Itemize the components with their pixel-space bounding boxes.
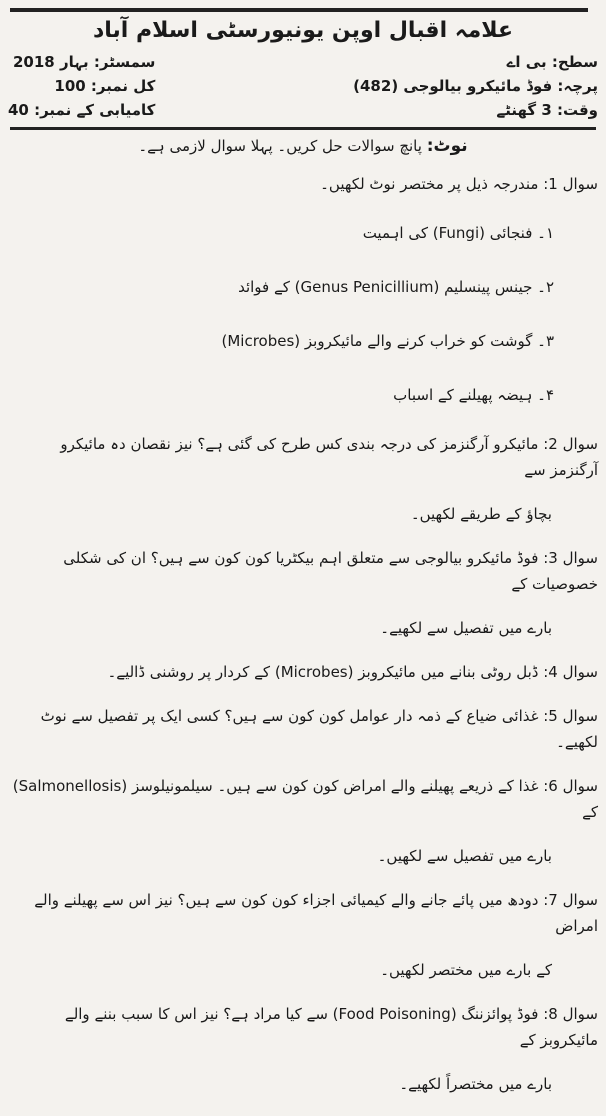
question-7-continued: کے بارے میں مختصر لکھیں۔ [380,961,552,979]
question-8: سوال 8: فوڈ پوائزننگ (Food Poisoning) سے کیا مراد ہے؟ نیز اس کا سبب بننے والے مائیکروبز کے [64,1005,598,1049]
question-3-continued: بارے میں تفصیل سے لکھیے۔ [380,619,552,637]
note-label: نوٹ: [426,136,468,156]
question-1-item-3: ۳۔ گوشت کو خراب کرنے والے مائیکروبز (Microbes) [221,332,554,350]
question-5: سوال 5: غذائی ضیاع کے ذمہ دار عوامل کون کون سے ہیں؟ کسی ایک پر تفصیل سے نوٹ لکھیے۔ [40,707,598,751]
header-left-column [8,53,155,119]
question-3: سوال 3: فوڈ مائیکرو بیالوجی سے متعلق اہم بیکٹریا کون کون سے ہیں؟ ان کی شکلی خصوصیات کے [63,549,598,593]
total-marks: کل نمبر: 100 [54,77,156,95]
header-info [8,53,598,119]
question-1-item-2: ۲۔ جینس پینسلیم (Genus Penicillium) کے فوائد [238,278,554,296]
time: وقت: 3 گھنٹے [496,101,598,119]
question-8-continued: بارے میں مختصراً لکھیے۔ [399,1075,552,1093]
question-6: سوال 6: غذا کے ذریعے پھیلنے والے امراض کون کون سے ہیں۔ سیلمونیلوسز (Salmonellosis) کے [12,777,598,821]
question-1-item-4: ۴۔ ہیضہ پھیلنے کے اسباب [393,386,554,404]
note [8,136,598,156]
paper: پرچہ: فوڈ مائیکرو بیالوجی (482) [353,77,598,95]
question-6-continued: بارے میں تفصیل سے لکھیں۔ [377,847,552,865]
level: سطح: بی اے [506,53,598,71]
note-text: پانچ سوالات حل کریں۔ پہلا سوال لازمی ہے۔ [138,137,422,155]
top-border [10,8,588,12]
question-1-item-1: ۱۔ فنجائی (Fungi) کی اہمیت [362,224,554,242]
question-7: سوال 7: دودھ میں پائے جانے والے کیمیائی اجزاء کون کون سے ہیں؟ نیز اس سے پھیلنے والے امراض [34,891,598,935]
question-4: سوال 4: ڈبل روٹی بنانے میں مائیکروبز (Microbes) کے کردار پر روشنی ڈالیے۔ [107,663,598,681]
header-right-column [353,53,598,119]
university-title: علامہ اقبال اوپن یونیورسٹی اسلام آباد [92,18,514,43]
question-1: سوال 1: مندرجہ ذیل پر مختصر نوٹ لکھیں۔ [320,175,598,193]
semester: سمسٹر: بہار 2018 [12,53,156,71]
questions [8,162,598,1106]
question-2: سوال 2: مائیکرو آرگنزمز کی درجہ بندی کس طرح کی گئی ہے؟ نیز نقصان دہ مائیکرو آرگنزمز سے [60,435,598,479]
header-divider [10,127,596,130]
pass-marks: کامیابی کے نمبر: 40 [8,101,156,119]
question-2-continued: بچاؤ کے طریقے لکھیں۔ [410,505,552,523]
